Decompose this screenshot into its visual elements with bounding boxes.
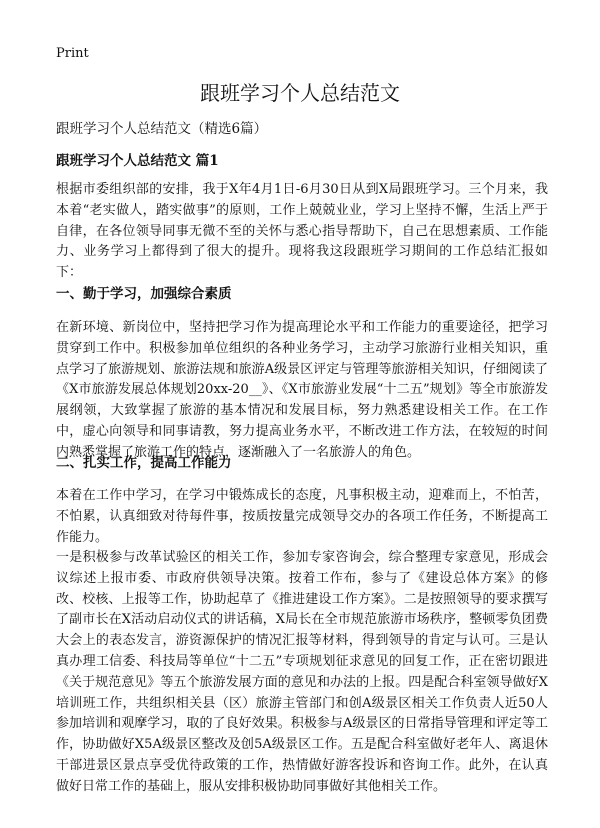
paragraph-study: 在新环境、新岗位中，坚持把学习作为提高理论水平和工作能力的重要途径，把学习贯穿到工作中。积极参加单位组织的各种业务学习，主动学习旅游行业相关知识，重点学习了旅游规划、旅游法规和旅游A级景区评定与管理等旅游相关知识，仔细阅读了《X市旅游发展总体规划20xx-20__》、《X市旅游业发展“十二五”规划》等全市旅游发展纲领，大致掌握了旅游的基本情况和发展目标，努力熟悉建设相关工作。在工作中，虚心向领导和同事请教，努力提高业务水平，不断改进工作方法，在较短的时间内熟悉掌握了旅游工作的特点，逐渐融入了一名旅游人的角色。	[56, 320, 548, 460]
page-title: 跟班学习个人总结范文	[200, 81, 400, 105]
heading-study: 一、勤于学习，加强综合素质	[56, 286, 232, 302]
print-link[interactable]: Print	[56, 46, 89, 61]
paragraph-intro: 根据市委组织部的安排，我于X年4月1日-6月30日从到X局跟班学习。三个月来，我本着“老实做人，踏实做事”的原则，工作上兢兢业业，学习上坚持不懈，生活上严于自律，在各位领导同事无微不至的关怀与悉心指导帮助下，自己在思想素质、工作能力、业务学习上都得到了很大的提升。现将我这段跟班学习期间的工作总结汇报如下：	[56, 182, 548, 281]
paragraph-work-details: 一是积极参与改革试验区的相关工作，参加专家咨询会，综合整理专家意见，形成会议综述上报市委、市政府供领导决策。按着工作布，参与了《建设总体方案》的修改、校核、上报等工作，协助起草了《推进建设工作方案》。二是按照领导的要求撰写了副市长在X活动启动仪式的讲话稿，X局长在全市规范旅游市场秩序，整顿零负团费大会上的表态发言，游资源保护的情况汇报等材料，得到领导的肯定与认可。三是认真办理工信委、科技局等单位“十二五”专项规划征求意见的回复工作，正在密切跟进《关于规范意见》等五个旅游发展方面的意见和办法的上报。四是配合科室领导做好X培训班工作，共组织相关县（区）旅游主管部门和创A级景区相关工作负责人近50人参加培训和观摩学习，取的了良好效果。积极参与A级景区的日常指导管理和评定等工作，协助做好X5A级景区整改及创5A级景区工作。五是配合科室做好老年人、离退休干部进景区景点享受优待政策的工作，热情做好游客投诉和咨询工作。此外，在认真做好日常工作的基础上，服从安排积极协助同事做好其他相关工作。	[56, 550, 548, 794]
heading-work: 二、扎实工作，提高工作能力	[56, 455, 232, 471]
paragraph-work-intro: 本着在工作中学习，在学习中锻炼成长的态度，凡事积极主动，迎难而上，不怕苦，不怕累，认真细致对待每件事，按质按量完成领导交办的各项工作任务，不断提高工作能力。	[56, 488, 548, 545]
section-title: 跟班学习个人总结范文 篇1	[56, 153, 219, 169]
document-subtitle: 跟班学习个人总结范文（精选6篇）	[56, 121, 268, 137]
